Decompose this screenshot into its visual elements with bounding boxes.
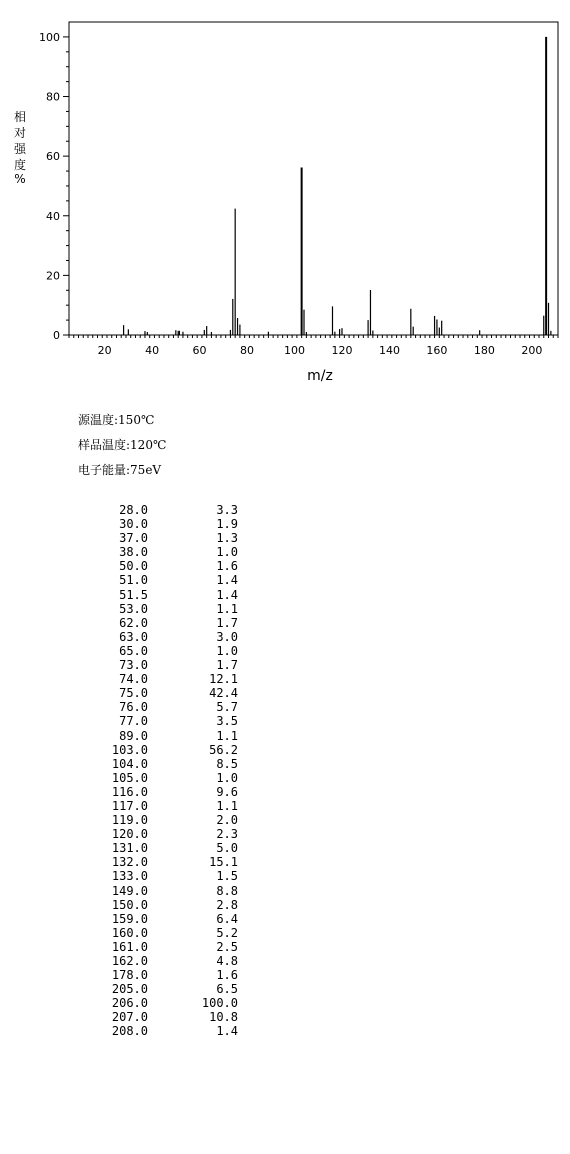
- mz-value: 149.0: [111, 883, 148, 898]
- peak-table-row: [96, 616, 238, 630]
- intensity-value: 56.2: [209, 742, 238, 757]
- peak-table-row: [96, 884, 238, 898]
- peak-table-row: [96, 841, 238, 855]
- y-tick-label: 0: [53, 329, 60, 342]
- x-tick-label: 160: [426, 344, 448, 357]
- peak-table-row: [96, 855, 238, 869]
- mz-value: 120.0: [111, 827, 148, 842]
- x-tick-label: 200: [521, 344, 543, 357]
- mz-value: 159.0: [111, 911, 148, 926]
- mz-value: 104.0: [111, 756, 148, 771]
- mz-value: 133.0: [111, 869, 148, 884]
- peak-table-row: [96, 757, 238, 771]
- peak-table-row: [96, 573, 238, 587]
- peak-table-row: [96, 898, 238, 912]
- intensity-value: 5.7: [216, 700, 238, 715]
- mz-value: 161.0: [111, 939, 148, 954]
- intensity-value: 1.6: [216, 968, 238, 983]
- x-axis-label: m/z: [307, 368, 333, 384]
- peak-table-row: [96, 602, 238, 616]
- mz-value: 50.0: [119, 559, 148, 574]
- mz-value: 205.0: [111, 982, 148, 997]
- peak-table-row: [96, 940, 238, 954]
- mz-value: 162.0: [111, 954, 148, 968]
- peak-table-row: [96, 968, 238, 982]
- y-tick-label: 100: [39, 30, 60, 44]
- peak-table-row: [96, 672, 238, 686]
- peak-table-row: [96, 771, 238, 785]
- peak-table-row: [96, 545, 238, 559]
- mz-value: 77.0: [119, 714, 148, 729]
- intensity-value: 1.7: [216, 615, 238, 630]
- mz-value: 28.0: [119, 503, 148, 517]
- intensity-value: 1.0: [216, 643, 238, 658]
- peak-table-row: [96, 982, 238, 996]
- y-axis-label-char: 度: [13, 158, 27, 172]
- mz-value: 37.0: [119, 531, 148, 546]
- mz-value: 30.0: [119, 517, 148, 532]
- y-axis-label-char: 相: [13, 110, 27, 124]
- peak-table-row: [96, 827, 238, 841]
- intensity-value: 2.0: [216, 813, 238, 828]
- y-axis-label-char: 强: [13, 142, 27, 156]
- x-axis-ticks: [69, 335, 558, 357]
- intensity-value: 15.1: [209, 855, 238, 870]
- intensity-value: 5.0: [216, 841, 238, 856]
- intensity-value: 1.9: [216, 517, 238, 532]
- peak-table-row: [96, 813, 238, 827]
- intensity-value: 4.8: [216, 954, 238, 968]
- mz-value: 53.0: [119, 601, 148, 616]
- mz-value: 75.0: [119, 686, 148, 701]
- intensity-value: 1.4: [216, 1024, 238, 1039]
- peak-table-row: [96, 729, 238, 743]
- mz-value: 74.0: [119, 672, 148, 687]
- x-tick-label: 120: [331, 344, 353, 357]
- peak-table-row: [96, 1010, 238, 1024]
- intensity-value: 10.8: [209, 1010, 238, 1025]
- x-tick-label: 100: [284, 344, 306, 357]
- mz-value: 103.0: [111, 742, 148, 757]
- intensity-value: 8.5: [216, 756, 238, 771]
- intensity-value: 12.1: [209, 672, 238, 687]
- mz-value: 73.0: [119, 658, 148, 673]
- mz-value: 178.0: [111, 968, 148, 983]
- x-tick-label: 140: [378, 344, 400, 357]
- peak-table-row: [96, 517, 238, 531]
- peak-table-row: [96, 531, 238, 545]
- peak-table-row: [96, 588, 238, 602]
- mz-value: 119.0: [111, 813, 148, 828]
- mz-value: 89.0: [119, 728, 148, 743]
- mz-value: 76.0: [119, 700, 148, 715]
- intensity-value: 3.3: [216, 503, 238, 517]
- x-tick-label: 80: [240, 344, 255, 357]
- mz-value: 51.0: [119, 573, 148, 588]
- mz-value: 105.0: [111, 770, 148, 785]
- intensity-value: 1.4: [216, 573, 238, 588]
- intensity-value: 6.4: [216, 911, 238, 926]
- electron-energy: 电子能量:75eV: [78, 463, 162, 477]
- peak-table-row: [96, 1024, 238, 1038]
- mz-value: 150.0: [111, 897, 148, 912]
- peak-table-row: [96, 714, 238, 728]
- mz-value: 206.0: [111, 996, 148, 1011]
- y-tick-label: 80: [46, 90, 60, 104]
- mz-value: 207.0: [111, 1010, 148, 1025]
- peak-table-row: [96, 926, 238, 940]
- peak-table-row: [96, 700, 238, 714]
- peak-table-row: [96, 644, 238, 658]
- intensity-value: 1.0: [216, 545, 238, 560]
- peak-table-row: [96, 996, 238, 1010]
- intensity-value: 1.1: [216, 601, 238, 616]
- mz-value: 51.5: [119, 587, 148, 602]
- y-axis-ticks: [39, 31, 69, 342]
- x-tick-label: 60: [192, 344, 207, 357]
- intensity-value: 1.4: [216, 587, 238, 602]
- peak-table-row: [96, 785, 238, 799]
- mz-value: 65.0: [119, 643, 148, 658]
- peak-table-row: [96, 658, 238, 672]
- y-tick-label: 40: [46, 209, 60, 223]
- source-temperature: 源温度:150℃: [78, 413, 155, 427]
- intensity-value: 1.0: [216, 770, 238, 785]
- y-axis-label-char: 对: [13, 126, 27, 140]
- x-tick-label: 20: [97, 344, 112, 357]
- intensity-value: 1.1: [216, 728, 238, 743]
- intensity-value: 2.8: [216, 897, 238, 912]
- peak-table-row: [96, 743, 238, 757]
- x-tick-label: 40: [145, 344, 160, 357]
- intensity-value: 5.2: [216, 925, 238, 940]
- peak-table-row: [96, 503, 238, 517]
- peak-table-row: [96, 869, 238, 883]
- intensity-value: 2.3: [216, 827, 238, 842]
- intensity-value: 42.4: [209, 686, 238, 701]
- intensity-value: 2.5: [216, 939, 238, 954]
- y-axis-label-char: %: [14, 172, 26, 186]
- mz-value: 131.0: [111, 841, 148, 856]
- y-axis-label: [14, 109, 27, 186]
- peak-table-row: [96, 559, 238, 573]
- peak-table-row: [96, 630, 238, 644]
- intensity-value: 9.6: [216, 784, 238, 799]
- y-tick-label: 20: [46, 269, 60, 283]
- intensity-value: 1.1: [216, 798, 238, 813]
- x-tick-label: 180: [473, 344, 495, 357]
- intensity-value: 8.8: [216, 883, 238, 898]
- peak-table: [96, 503, 238, 1039]
- intensity-value: 1.5: [216, 869, 238, 884]
- intensity-value: 1.6: [216, 559, 238, 574]
- intensity-value: 3.5: [216, 714, 238, 729]
- mz-value: 38.0: [119, 545, 148, 560]
- peak-bars: [124, 37, 551, 335]
- mz-value: 208.0: [111, 1024, 148, 1039]
- intensity-value: 6.5: [216, 982, 238, 997]
- mz-value: 62.0: [119, 615, 148, 630]
- y-tick-label: 60: [46, 150, 60, 164]
- mz-value: 63.0: [119, 629, 148, 644]
- mz-value: 116.0: [111, 784, 148, 799]
- peak-table-row: [96, 799, 238, 813]
- mz-value: 132.0: [111, 855, 148, 870]
- sample-temperature: 样品温度:120℃: [78, 438, 167, 452]
- peak-table-row: [96, 686, 238, 700]
- plot-frame: [69, 22, 558, 335]
- mz-value: 117.0: [111, 798, 148, 813]
- mass-spectrum-chart: [0, 0, 570, 390]
- intensity-value: 100.0: [201, 996, 238, 1011]
- mz-value: 160.0: [111, 925, 148, 940]
- intensity-value: 1.3: [216, 531, 238, 546]
- intensity-value: 1.7: [216, 658, 238, 673]
- peak-table-row: [96, 954, 238, 968]
- peak-table-row: [96, 912, 238, 926]
- intensity-value: 3.0: [216, 629, 238, 644]
